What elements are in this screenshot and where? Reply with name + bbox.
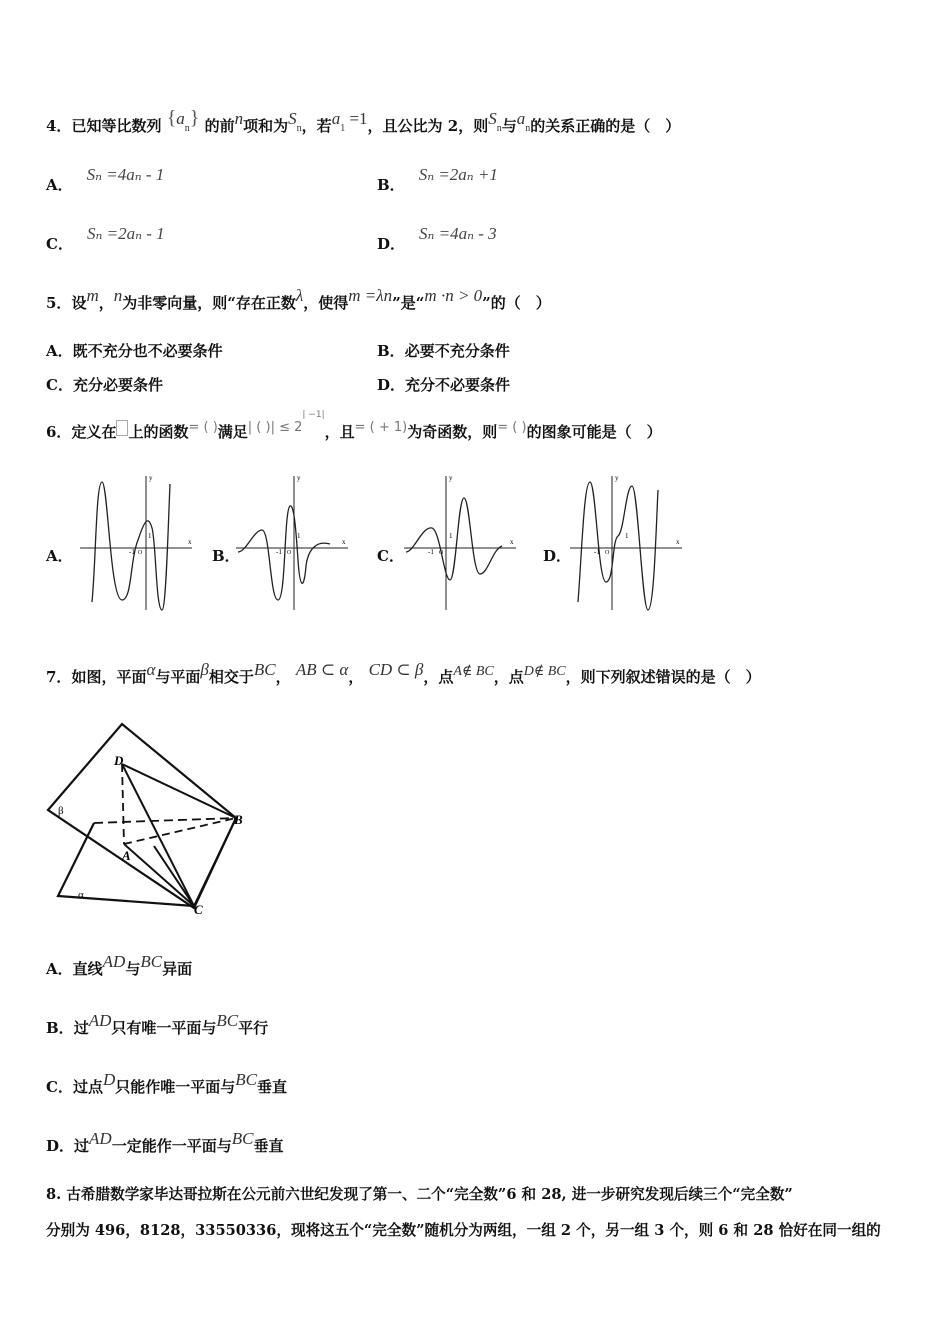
q6-option-b[interactable]: B． [212, 547, 240, 565]
vertex-a: A [122, 848, 131, 863]
q7-figure [44, 716, 254, 918]
q8-line-2: 分别为 496，8128，33550336，现将这五个“完全数”随机分为两组，一组 2 个，另一组 3 个，则 6 和 28 恰好在同一组的 [46, 1222, 881, 1239]
svg-text:O: O [287, 550, 292, 556]
svg-text:x: x [676, 538, 680, 546]
svg-text:1: 1 [297, 532, 301, 540]
vertex-c: C [194, 902, 203, 917]
svg-text:x: x [342, 538, 346, 546]
missing-symbol-box [116, 420, 128, 436]
svg-text:y: y [297, 474, 301, 482]
q6-graph-a[interactable] [76, 470, 196, 615]
q5-stem: 5．设m，n为非零向量，则“存在正数λ，使得m =λn”是“m ·n > 0”的（ ） [46, 286, 551, 312]
q6-option-c[interactable]: C． [377, 547, 404, 565]
q7-option-d[interactable]: D．过AD一定能作一平面与BC垂直 [46, 1129, 284, 1155]
q5-option-b[interactable]: B．必要不充分条件 [377, 342, 510, 360]
q5-option-a[interactable]: A．既不充分也不必要条件 [46, 342, 223, 360]
svg-text:O: O [138, 550, 143, 556]
q7-option-a[interactable]: A．直线AD与BC异面 [46, 952, 193, 978]
svg-text:x: x [188, 538, 192, 546]
svg-text:-1: -1 [594, 548, 600, 556]
q7-option-b[interactable]: B．过AD只有唯一平面与BC平行 [46, 1011, 269, 1037]
q4-number: 4． [46, 117, 72, 135]
svg-text:-1: -1 [276, 548, 282, 556]
svg-text:1: 1 [148, 532, 152, 540]
vertex-d: D [114, 753, 124, 768]
svg-text:y: y [449, 474, 453, 482]
vertex-b: B [234, 812, 243, 827]
svg-text:y: y [615, 474, 619, 482]
svg-text:x: x [510, 538, 514, 546]
plane-alpha-label: α [78, 889, 84, 901]
sequence-symbol: a [176, 109, 185, 128]
svg-text:1: 1 [449, 532, 453, 540]
q4-option-c[interactable]: C．Sₙ =2aₙ - 1 [46, 224, 165, 253]
q5-option-d[interactable]: D．充分不必要条件 [377, 376, 511, 394]
svg-text:-1: -1 [428, 548, 434, 556]
q4-option-b[interactable]: B．Sₙ =2aₙ +1 [377, 165, 498, 194]
q6-graph-d[interactable] [566, 470, 686, 615]
svg-text:O: O [605, 550, 610, 556]
q8-line-1: 8. 古希腊数学家毕达哥拉斯在公元前六世纪发现了第一、二个“完全数”6 和 28, 进一步研究发现后续三个“完全数” [46, 1186, 793, 1203]
plane-beta-label: β [58, 805, 64, 817]
svg-text:-1: -1 [129, 548, 135, 556]
q7-option-c[interactable]: C．过点D只能作唯一平面与BC垂直 [46, 1070, 288, 1096]
svg-text:y: y [149, 474, 153, 482]
q6-stem: 6．定义在 上的函数= ( )满足| ( )| ≤ $2^{| -1|}$，且= ( + 1)为奇函数，则= ( )的图象可能是（ ） [46, 410, 662, 441]
q4-option-d[interactable]: D．Sₙ =4aₙ - 3 [377, 224, 497, 253]
q6-graph-b[interactable] [232, 470, 352, 615]
q6-option-d[interactable]: D． [543, 547, 572, 565]
q6-graph-c[interactable] [400, 470, 520, 615]
svg-text:1: 1 [625, 532, 629, 540]
q4-stem: 4．已知等比数列 $\{a_n\}$ 的前n项和为$S_n$，若$a_1 =1$，且公比为 2，则$S_n$与$a_n$的关系正确的是（ ） [46, 107, 681, 135]
q4-option-a[interactable]: A．Sₙ =4aₙ - 1 [46, 165, 165, 194]
q6-option-a[interactable]: A． [46, 547, 73, 565]
q5-option-c[interactable]: C．充分必要条件 [46, 376, 163, 394]
q7-stem: 7．如图，平面α与平面β相交于BC， AB ⊂ α， CD ⊂ β，点A∉ BC，点D∉ BC，则下列叙述错误的是（ ） [46, 660, 761, 686]
svg-text:O: O [439, 550, 444, 556]
